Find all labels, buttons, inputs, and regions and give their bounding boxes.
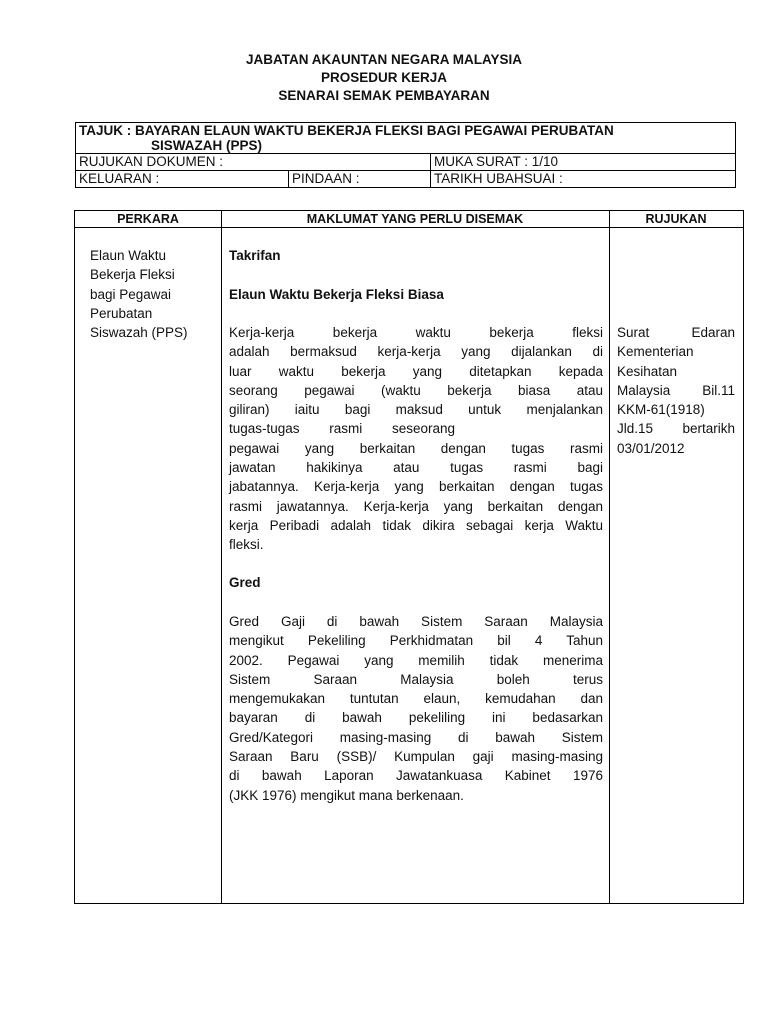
elaun-subheading: Elaun Waktu Bekerja Fleksi Biasa xyxy=(229,287,444,302)
header-divider xyxy=(75,227,743,228)
rujukan-dokumen-cell: RUJUKAN DOKUMEN : xyxy=(79,154,224,169)
paragraph-line: mengemukakan tuntutan elaun, kemudahan dan xyxy=(229,691,603,707)
rujukan-row xyxy=(76,153,735,170)
document-title-procedure: PROSEDUR KERJA xyxy=(320,70,448,85)
rujukan-cell xyxy=(617,323,735,458)
paragraph-line: rasmi jawatannya. Kerja-kerja yang berkaitan dengan xyxy=(229,498,603,514)
paragraph-line: adalah bermaksud kerja-kerja yang dijalankan di xyxy=(229,344,603,360)
keluaran-row xyxy=(76,170,735,187)
paragraph-line: fleksi. xyxy=(229,537,264,553)
takrifan-paragraph xyxy=(229,323,603,555)
tajuk-row xyxy=(76,123,735,153)
paragraph-line: (JKK 1976) mengikut mana berkenaan. xyxy=(229,787,464,803)
tajuk-line-1: TAJUK : BAYARAN ELAUN WAKTU BEKERJA FLEKSI BAGI PEGAWAI PERUBATAN xyxy=(79,123,614,138)
paragraph-line: luar waktu bekerja yang ditetapkan kepada xyxy=(229,363,603,379)
paragraph-line: bayaran di bawah pekeliling ini bedasarkan xyxy=(229,710,603,726)
paragraph-line: 2002. Pegawai yang memilih tidak menerima xyxy=(229,652,603,668)
paragraph-line: Sistem Saraan Malaysia boleh terus xyxy=(229,671,603,687)
perkara-line: Perubatan xyxy=(90,305,153,321)
paragraph-line: kerja Peribadi adalah tidak dikira sebagai kerja Waktu xyxy=(229,517,603,533)
muka-surat-cell: MUKA SURAT : 1/10 xyxy=(430,154,735,170)
gred-heading: Gred xyxy=(229,575,261,590)
pindaan-cell: PINDAAN : xyxy=(288,171,430,187)
paragraph-line: tugas-tugas rasmi seseorang xyxy=(229,421,455,437)
perkara-line: Bekerja Fleksi xyxy=(90,267,175,283)
rujukan-line: KKM-61(1918) xyxy=(617,402,705,418)
paragraph-line: Gred Gaji di bawah Sistem Saraan Malaysia xyxy=(229,614,603,629)
column-header-maklumat: MAKLUMAT YANG PERLU DISEMAK xyxy=(306,212,524,226)
document-title-agency: JABATAN AKAUNTAN NEGARA MALAYSIA xyxy=(246,52,522,67)
rujukan-line: 03/01/2012 xyxy=(617,440,685,456)
rujukan-line: Jld.15 bertarikh xyxy=(617,421,735,437)
paragraph-line: Kerja-kerja bekerja waktu bekerja fleksi xyxy=(229,325,603,340)
perkara-cell xyxy=(90,246,215,342)
paragraph-line: jawatan hakikinya atau tugas rasmi bagi xyxy=(229,460,603,476)
rujukan-line: Malaysia Bil.11 xyxy=(617,382,735,398)
checklist-table xyxy=(74,210,744,904)
perkara-line: bagi Pegawai xyxy=(90,286,172,302)
document-title-checklist: SENARAI SEMAK PEMBAYARAN xyxy=(278,88,490,103)
column-divider-2 xyxy=(609,211,610,903)
paragraph-line: jabatannya. Kerja-kerja yang berkaitan dengan tugas xyxy=(229,479,603,495)
gred-paragraph xyxy=(229,612,603,805)
document-info-box xyxy=(75,122,736,188)
paragraph-line: Gred/Kategori masing-masing di bawah Sistem xyxy=(229,729,603,745)
paragraph-line: pegawai yang berkaitan dengan tugas rasmi xyxy=(229,440,603,456)
paragraph-line: seorang pegawai (waktu bekerja biasa atau xyxy=(229,382,603,398)
column-header-rujukan: RUJUKAN xyxy=(645,212,707,226)
paragraph-line: Saraan Baru (SSB)/ Kumpulan gaji masing-masing xyxy=(229,749,603,765)
perkara-line: Elaun Waktu xyxy=(90,248,167,263)
paragraph-line: mengikut Pekeliling Perkhidmatan bil 4 Tahun xyxy=(229,633,603,649)
perkara-line: Siswazah (PPS) xyxy=(90,325,188,341)
rujukan-line: Kesihatan xyxy=(617,363,678,379)
paragraph-line: giliran) iaitu bagi maksud untuk menjalankan xyxy=(229,402,603,418)
paragraph-line: di bawah Laporan Jawatankuasa Kabinet 1976 xyxy=(229,768,603,784)
rujukan-line: Kementerian xyxy=(617,344,694,360)
column-divider-1 xyxy=(221,211,222,903)
keluaran-cell: KELUARAN : xyxy=(79,171,160,186)
column-header-perkara: PERKARA xyxy=(117,212,179,226)
rujukan-line: Surat Edaran xyxy=(617,325,735,340)
tajuk-line-2: SISWAZAH (PPS) xyxy=(151,138,263,153)
takrifan-heading: Takrifan xyxy=(229,248,281,263)
tarikh-ubahsuai-cell: TARIKH UBAHSUAI : xyxy=(430,171,735,187)
